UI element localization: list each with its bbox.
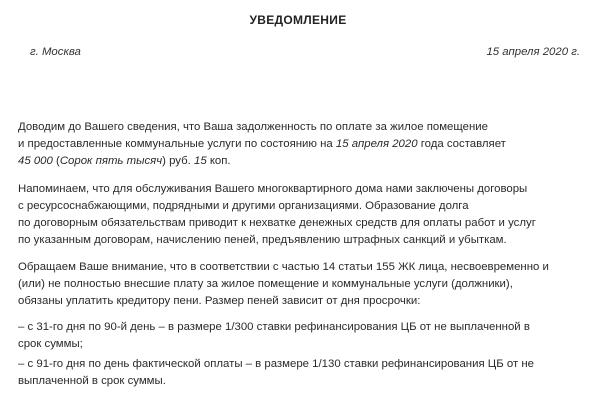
debt-amount: 45 000 bbox=[18, 155, 53, 167]
paragraph-penalty-rate-2 bbox=[18, 356, 583, 390]
debt-amount-words: Сорок пять тысяч bbox=[59, 155, 163, 167]
paragraph-line: с ресурсоснабжающими, подрядными и другими организациями. Образование долга bbox=[18, 200, 469, 212]
document-date: 15 апреля 2020 г. bbox=[486, 46, 580, 58]
paragraph-line: срок суммы; bbox=[18, 338, 83, 350]
paragraph-line: – с 91-го дня по день фактической оплаты – в размере 1/130 ставки рефинансирования ЦБ от не bbox=[18, 358, 534, 370]
text-fragment: ( bbox=[52, 155, 60, 167]
document-title: УВЕДОМЛЕНИЕ bbox=[249, 13, 347, 27]
paragraph-line: выплаченной в срок суммы. bbox=[18, 375, 166, 387]
debt-kopecks: 15 bbox=[193, 155, 207, 167]
debt-date: 15 апреля 2020 bbox=[335, 138, 418, 150]
paragraph-penalty-rate-1 bbox=[18, 319, 583, 353]
paragraph-line bbox=[18, 153, 583, 170]
text-fragment: года составляет bbox=[417, 138, 506, 150]
paragraph-line: – с 31-го дня по 90-й день – в размере 1/300 ставки рефинансирования ЦБ от не выплаченной в bbox=[18, 321, 530, 333]
paragraph-line: по указанным договорам, начислению пеней, предъявлению штрафных санкций и убыткам. bbox=[18, 234, 507, 246]
paragraph-contracts bbox=[18, 181, 583, 249]
paragraph-line: Напоминаем, что для обслуживания Вашего многоквартирного дома нами заключены договоры bbox=[18, 183, 528, 195]
text-fragment: коп. bbox=[206, 155, 231, 167]
paragraph-line: Обращаем Ваше внимание, что в соответствии с частью 14 статьи 155 ЖК лица, несвоевременно и bbox=[18, 261, 549, 273]
paragraph-line: (или) не полностью внесшие плату за жилое помещение и коммунальные услуги (должники), bbox=[18, 278, 513, 290]
paragraph-line bbox=[18, 136, 583, 153]
paragraph-penalty-notice bbox=[18, 259, 583, 310]
paragraph-line: Доводим до Вашего сведения, что Ваша задолженность по оплате за жилое помещение bbox=[18, 121, 488, 133]
paragraph-line: обязаны уплатить кредитору пени. Размер пеней зависит от дня просрочки: bbox=[18, 295, 421, 307]
text-fragment: и предоставленные коммунальные услуги по состоянию на bbox=[18, 138, 336, 150]
paragraph-debt-amount bbox=[18, 119, 583, 170]
document-city: г. Москва bbox=[30, 46, 81, 58]
paragraph-line: по договорным обязательствам приводит к нехватке денежных средств для оплаты работ и услуг bbox=[18, 217, 536, 229]
text-fragment: ) руб. bbox=[162, 155, 194, 167]
